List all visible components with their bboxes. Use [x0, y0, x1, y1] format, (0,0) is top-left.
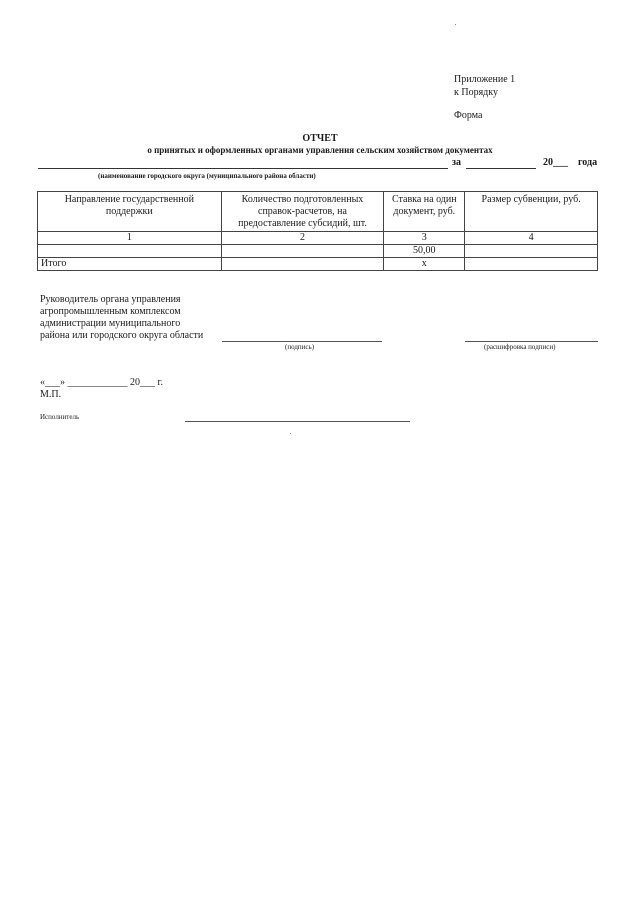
signatory-line-3: администрации муниципального	[40, 318, 181, 329]
org-period-line	[38, 157, 600, 171]
column-number: 1	[38, 232, 222, 245]
table-cell[interactable]	[465, 245, 598, 258]
org-name-blank[interactable]	[38, 157, 448, 169]
period-blank[interactable]	[466, 157, 536, 169]
table-cell[interactable]	[38, 245, 222, 258]
org-caption: (наименование городского округа (муниципального района области)	[98, 172, 316, 180]
signature-decoding-caption: (расшифровка подписи)	[484, 343, 556, 351]
column-number: 2	[221, 232, 384, 245]
signatory-line-1: Руководитель органа управления	[40, 294, 181, 305]
form-label: Форма	[454, 110, 483, 121]
table-cell: x	[384, 258, 465, 271]
header-cell: Ставка на один документ, руб.	[384, 192, 465, 232]
period-for-label: за	[452, 157, 462, 168]
period-year-suffix: года	[578, 157, 598, 168]
signatory-line-2: агропромышленным комплексом	[40, 306, 181, 317]
header-cell: Количество подготовленных справок-расчетов, на предоставление субсидий, шт.	[221, 192, 384, 232]
report-table	[37, 191, 598, 271]
signatory-block	[40, 294, 203, 342]
table-cell[interactable]	[465, 258, 598, 271]
table-cell[interactable]	[221, 258, 384, 271]
signature-field[interactable]	[222, 341, 382, 342]
report-subtitle: о принятых и оформленных органами управления сельским хозяйством документах	[147, 145, 493, 155]
appendix-block	[454, 73, 515, 122]
column-number: 3	[384, 232, 465, 245]
date-line[interactable]: «___» ____________ 20___ г.	[40, 377, 163, 388]
table-row	[38, 245, 598, 258]
table-total-row	[38, 258, 598, 271]
column-number: 4	[465, 232, 598, 245]
table-cell[interactable]	[221, 245, 384, 258]
scan-dot	[455, 24, 456, 25]
stamp-label: М.П.	[40, 389, 62, 400]
header-cell: Направление государственной поддержки	[38, 192, 222, 232]
executor-field[interactable]	[185, 421, 410, 422]
appendix-line-1: Приложение 1	[454, 74, 516, 85]
signatory-line-4: района или городского округа области	[40, 330, 204, 341]
total-label: Итого	[38, 258, 222, 271]
signature-decoding-field[interactable]	[465, 341, 598, 342]
period-year-prefix: 20___	[543, 157, 568, 168]
report-title: ОТЧЕТ	[302, 133, 338, 144]
appendix-line-2: к Порядку	[454, 87, 498, 98]
signature-caption: (подпись)	[285, 343, 315, 351]
executor-label: Исполнитель	[40, 413, 80, 421]
table-cell: 50,00	[384, 245, 465, 258]
table-header-row	[38, 192, 598, 232]
scan-dot	[290, 433, 291, 434]
header-cell: Размер субвенции, руб.	[465, 192, 598, 232]
table-number-row	[38, 232, 598, 245]
